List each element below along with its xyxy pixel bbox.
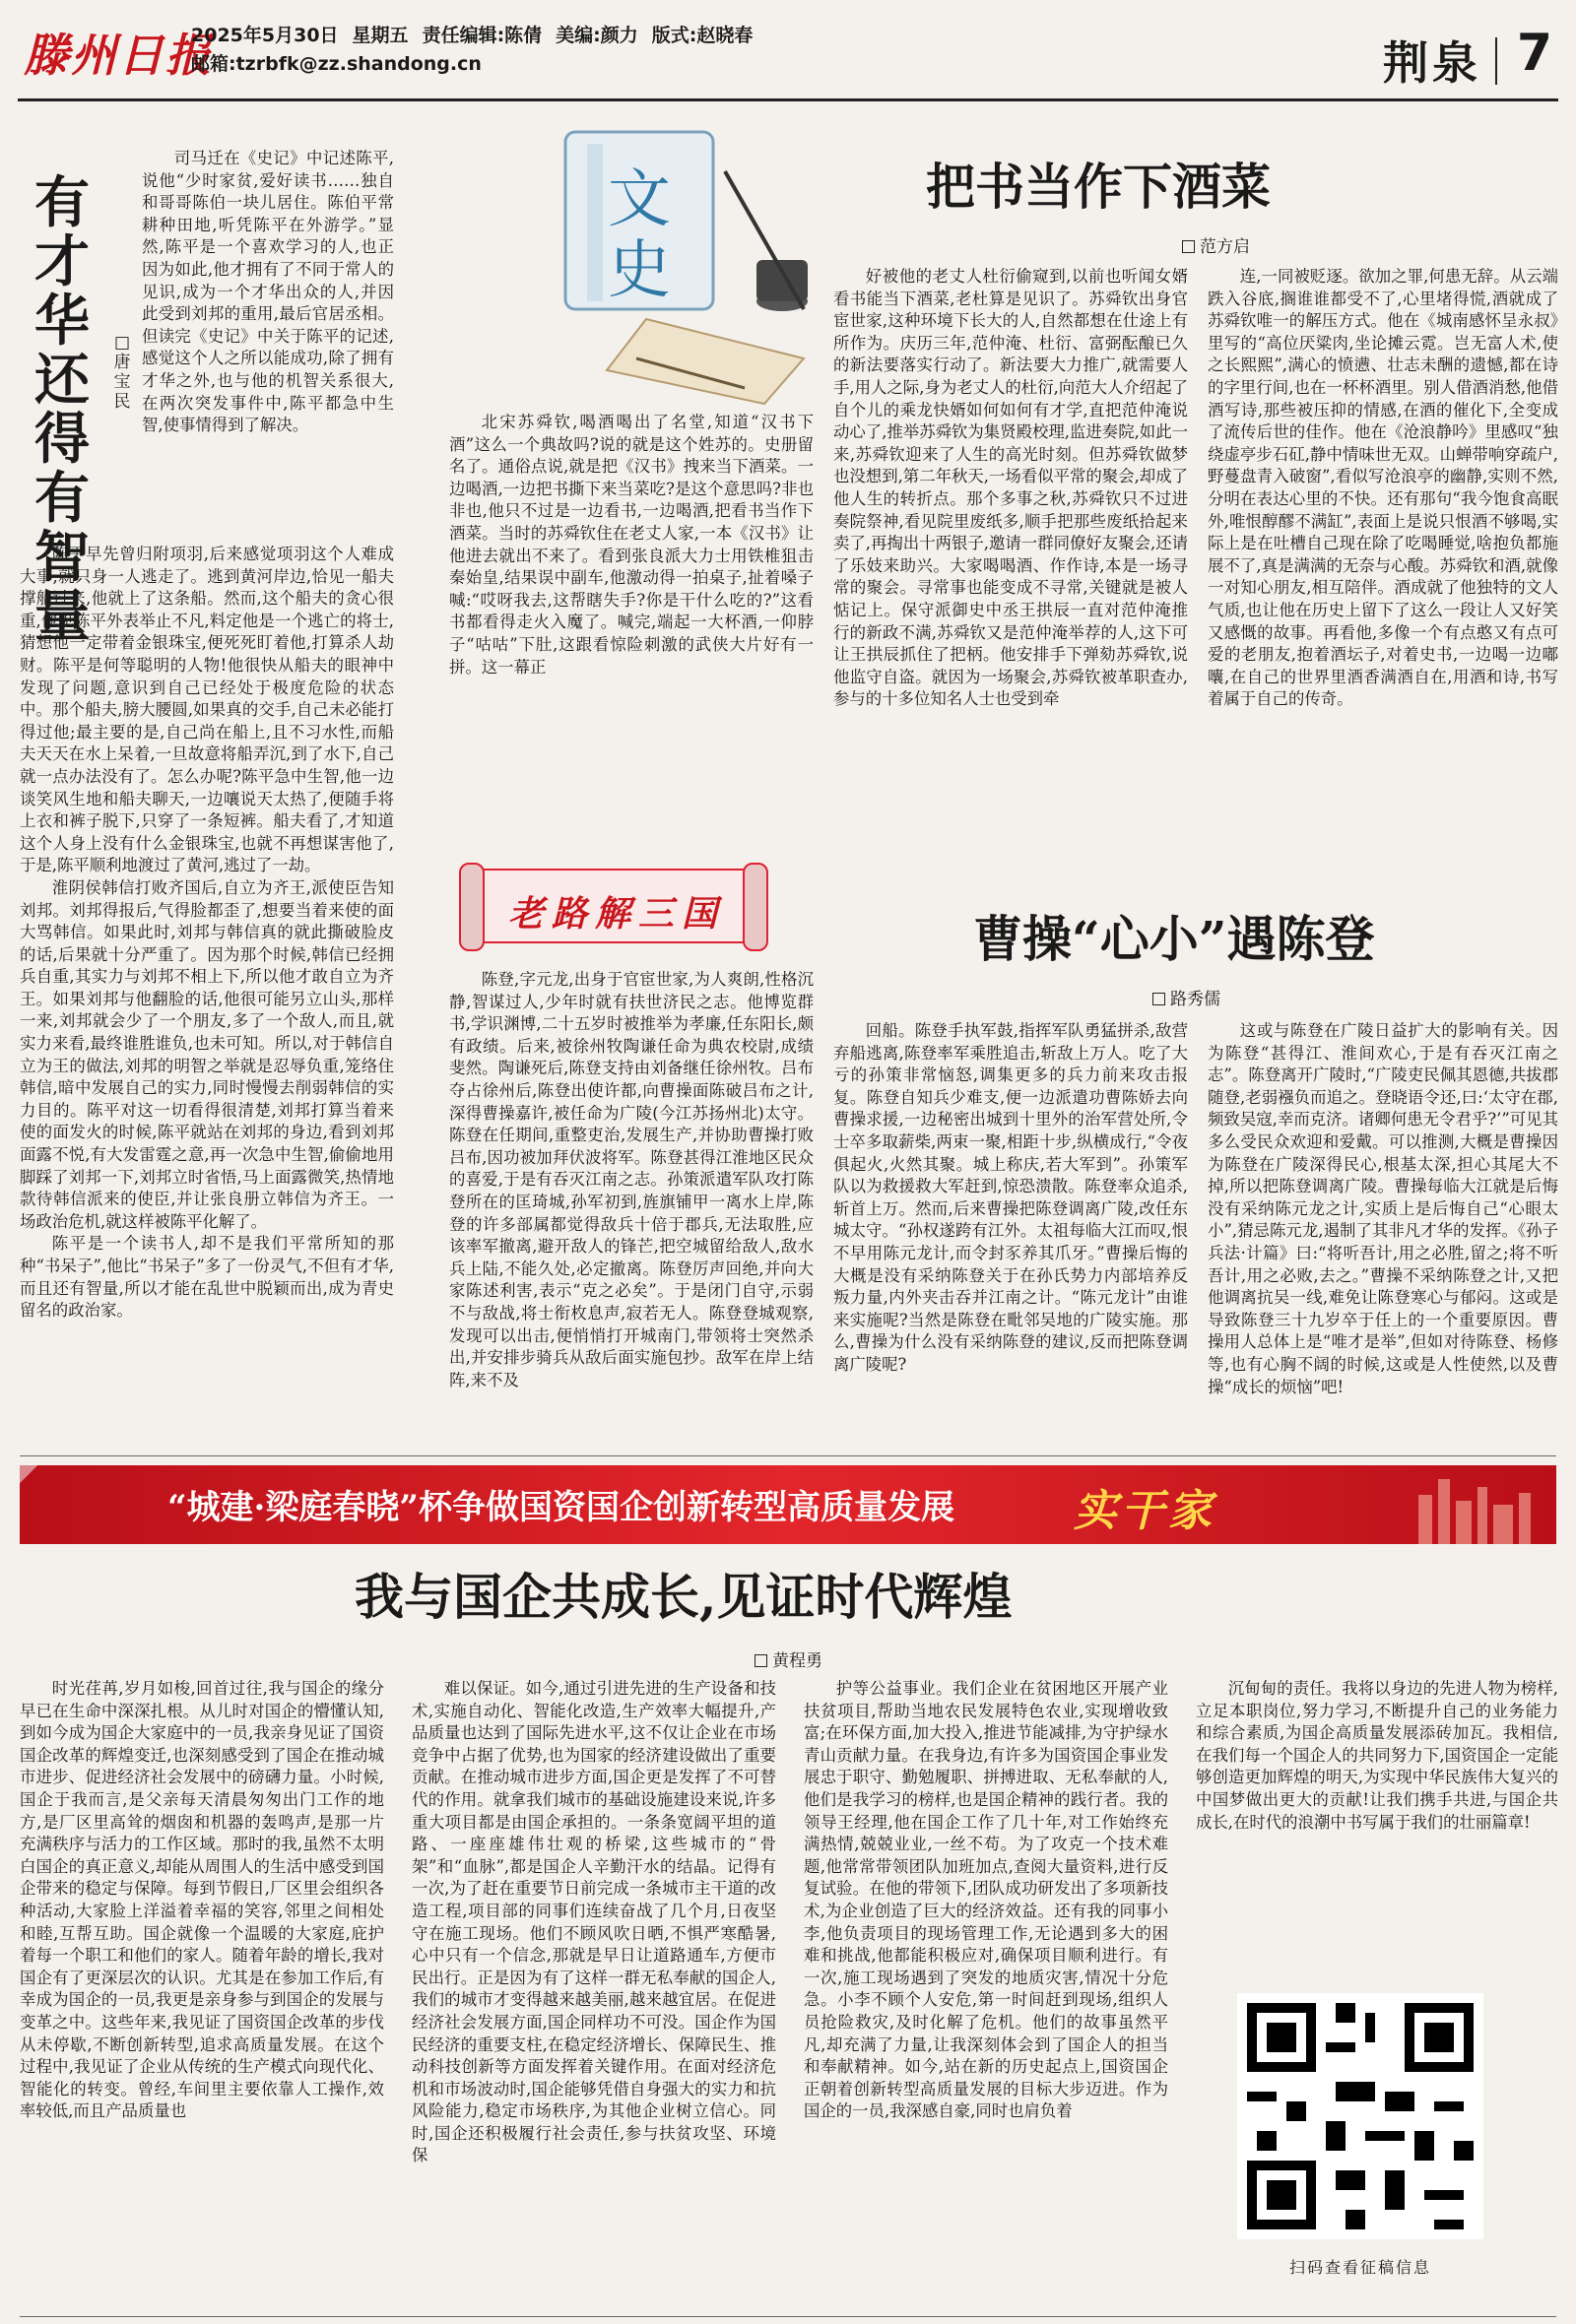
page-number: 7 xyxy=(1516,24,1552,83)
laolu-sanguo-label: 老路解三国 xyxy=(507,893,725,935)
article-text-youcaihua-top: 司马迁在《史记》中记述陈平,说他“少时家贫,爱好读书……独自和哥哥陈伯一块儿居住。陈伯平常耕种田地,听凭陈平在外游学。”显然,陈平是一个喜欢学习的人,也正因为如此,他才拥有了不同于常人的见识,成为一个才华出众的人,并因此受到刘邦的重用,最后官居丞相。但读完《史记》中关于陈平的记述,感觉这个人之所以能成功,除了拥有才华之外,也与他的机智关系很大,在两次突发事件中,陈平都急中生智,使事情得到了解决。 xyxy=(142,149,394,435)
masthead-divider xyxy=(1495,37,1497,85)
newspaper-logo: 滕州日报 xyxy=(24,29,213,82)
article-title-youcaihua: 有才华还得有智量 xyxy=(34,170,90,649)
issue-weekday: 星期五 xyxy=(352,25,409,46)
issue-meta xyxy=(191,22,766,79)
section-name: 荆泉 xyxy=(1383,36,1481,90)
article-text-caocao-col1: 陈登,字元龙,出身于官宦世家,为人爽朗,性格沉静,智谋过人,少年时就有扶世济民之志。他博览群书,学识渊博,二十五岁时被推举为孝廉,任东阳长,颇有政绩。后来,被徐州牧陶谦任命为典农校尉,成绩斐然。陶谦死后,陈登支持由刘备继任徐州牧。吕布夺占徐州后,陈登出使许都,向曹操面陈破吕布之计,深得曹操嘉许,被任命为广陵(今江苏扬州北)太守。陈登在任期间,重整吏治,发展生产,并协助曹操打败吕布,因功被加拜伏波将军。陈登甚得江淮地区民众的喜爱,于是有吞灭江南之志。孙策派遣军队攻打陈登所在的匡琦城,孙军初到,旌旗铺甲一离水上岸,陈登的许多部属都觉得敌兵十倍于郡兵,无法取胜,应该率军撤离,避开敌人的锋芒,把空城留给敌人,敌水兵上陆,不能久处,必定撤离。陈登厉声回绝,并向大家陈述利害,表示“克之必矣”。于是闭门自守,示弱不与敌战,将士衔枚息声,寂若无人。陈登登城观察,发现可以出击,便悄悄打开城南门,带领将士突然杀出,并安排步骑兵从敌后面实施包抄。敌军在岸上结阵,来不及 xyxy=(449,970,814,1389)
article-title-bashu: 把书当作下酒菜 xyxy=(926,158,1271,216)
qr-code-icon[interactable] xyxy=(1237,1993,1483,2239)
section-rule xyxy=(20,1455,1556,1456)
campaign-banner xyxy=(20,1465,1556,1544)
article-byline-bashu: 范方启 xyxy=(1182,232,1250,257)
layout-editor: 版式:赵晓春 xyxy=(651,25,754,46)
wenshi-section-graphic xyxy=(528,112,820,410)
campaign-banner-text: “城建·梁庭春晓”杯争做国资国企创新转型高质量发展 xyxy=(167,1488,954,1527)
article-byline-caocao: 路秀儒 xyxy=(1152,985,1220,1009)
article-byline-guoqi: 黄程勇 xyxy=(755,1646,822,1671)
editor: 责任编辑:陈倩 xyxy=(422,25,543,46)
art-editor: 美编:颜力 xyxy=(556,25,638,46)
qr-caption: 扫码查看征稿信息 xyxy=(1288,2258,1431,2277)
campaign-banner-highlight: 实干家 xyxy=(1074,1486,1215,1536)
masthead xyxy=(18,12,1558,101)
article-byline-youcaihua: □唐宝民 xyxy=(113,333,131,412)
skyline-icon xyxy=(1399,1465,1556,1544)
wenshi-char-1: 文 xyxy=(608,163,671,236)
article-text-youcaihua: 陈平早先曾归附项羽,后来感觉项羽这个人难成大事,就只身一人逃走了。逃到黄河岸边,恰见一船夫撑船过来,他就上了这条船。然而,这个船夫的贪心很重,他见陈平外表举止不凡,料定他是一个逃亡的将士,猜想他一定带着金银珠宝,便死死盯着他,打算杀人劫财。陈平是何等聪明的人物!他很快从船夫的眼神中发现了问题,意识到自己已经处于极度危险的状态中。那个船夫,膀大腰圆,如果真的交手,自己未必能打得过他;最主要的是,自己尚在船上,且不习水性,而船夫天天在水上呆着,一旦故意将船弄沉,到了水下,自己就一点办法没有了。怎么办呢?陈平急中生智,他一边谈笑风生地和船夫聊天,一边嚷说天太热了,便随手将上衣和裤子脱下,只穿了一条短裤。船夫看了,才知道这个人身上没有什么金银珠宝,也就不再想谋害他了,于是,陈平顺利地渡过了黄河,逃过了一劫。 淮阴侯韩信打败齐国后,自立为齐王,派使臣告知刘邦。刘邦得报后,气得脸都歪了,想要当着来使的面大骂韩信。如果此时,刘邦与韩信真的就此撕破脸皮的话,后果就十分严重了。因为那个时候,韩信已经拥兵自重,其实力与刘邦不相上下,所以他才敢自立为齐王。如果刘邦与他翻脸的话,他很可能另立山头,那样一来,刘邦就会少了一个朋友,多了一个敌人,而且,就实力来看,最终谁胜谁负,也未可知。所以,对于韩信自立为王的做法,刘邦的明智之举就是忍辱负重,笼络住韩信,暗中发展自己的实力,同时慢慢去削弱韩信的实力目的。陈平对这一切看得很清楚,刘邦打算当着来使的面发火的时候,陈平就站在刘邦的身边,看到刘邦面露不悦,有大发雷霆之意,再一次急中生智,偷偷地用脚踩了刘邦一下,刘邦立时省悟,马上面露微笑,热情地款待韩信派来的使臣,并让张良册立韩信为齐王。一场政治危机,就这样被陈平化解了。 陈平是一个读书人,却不是我们平常所知的那种“书呆子”,他比“书呆子”多了一份灵气,不但有才华,而且还有智量,所以才能在乱世中脱颖而出,成为青史留名的政治家。 xyxy=(20,545,394,1321)
article-title-guoqi: 我与国企共成长,见证时代辉煌 xyxy=(355,1568,1013,1626)
footer-rule xyxy=(20,2316,1556,2317)
article-text-guoqi-col1: 时光荏苒,岁月如梭,回首过往,我与国企的缘分早已在生命中深深扎根。从儿时对国企的懵懂认知,到如今成为国企大家庭中的一员,我亲身见证了国资国企改革的辉煌变迁,也深刻感受到了国企在推动城市进步、促进经济社会发展中的磅礴力量。小时候,国企于我而言,是父亲每天清晨匆匆出门工作的地方,是厂区里高耸的烟囱和机器的轰鸣声,是那一片充满秩序与活力的工作区域。那时的我,虽然不太明白国企的真正意义,却能从周围人的生活中感受到国企带来的稳定与保障。每到节假日,厂区里会组织各种活动,大家脸上洋溢着幸福的笑容,邻里之间相处和睦,互帮互助。国企就像一个温暖的大家庭,庇护着每一个职工和他们的家人。随着年龄的增长,我对国企有了更深层次的认识。尤其是在参加工作后,有幸成为国企的一员,我更是亲身参与到国企的发展与变革之中。这些年来,我见证了国资国企改革的步伐从未停歇,不断创新转型,追求高质量发展。在这个过程中,我见证了企业从传统的生产模式向现代化、智能化的转变。曾经,车间里主要依靠人工操作,效率较低,而且产品质量也 xyxy=(20,1679,384,2121)
article-text-guoqi-col3: 护等公益事业。我们企业在贫困地区开展产业扶贫项目,帮助当地农民发展特色农业,实现增收致富;在环保方面,加大投入,推进节能减排,为守护绿水青山贡献力量。在我身边,有许多为国资国企事业发展忠于职守、勤勉履职、拼搏进取、无私奉献的人,他们是我学习的榜样,也是国企精神的践行者。我的领导王经理,他在国企工作了几十年,对工作始终充满热情,兢兢业业,一丝不苟。为了攻克一个技术难题,他常常带领团队加班加点,查阅大量资料,进行反复试验。在他的带领下,团队成功研发出了多项新技术,为企业创造了巨大的经济效益。还有我的同事小李,他负责项目的现场管理工作,无论遇到多大的困难和挑战,他都能积极应对,确保项目顺利进行。有一次,施工现场遇到了突发的地质灾害,情况十分危急。小李不顾个人安危,第一时间赶到现场,组织人员抢险救灾,及时化解了危机。他们的故事虽然平凡,却充满了力量,让我深刻体会到了国企人的担当和奉献精神。如今,站在新的历史起点上,国资国企正朝着创新转型高质量发展的目标大步迈进。作为国企的一员,我深感自豪,同时也肩负着 xyxy=(804,1679,1168,2121)
article-text-guoqi-col4: 沉甸甸的责任。我将以身边的先进人物为榜样,立足本职岗位,努力学习,不断提升自己的业务能力和综合素质,为国企高质量发展添砖加瓦。我相信,在我们每一个国企人的共同努力下,国资国企一定能够创造更加辉煌的明天,为实现中华民族伟大复兴的中国梦做出更大的贡献!让我们携手共进,与国企共成长,在时代的浪潮中书写属于我们的壮丽篇章! xyxy=(1196,1679,1558,1832)
email[interactable]: 邮箱:tzrbfk@zz.shandong.cn xyxy=(191,53,482,75)
article-text-bashu-col1: 北宋苏舜钦,喝酒喝出了名堂,知道“汉书下酒”这么一个典故吗?说的就是这个姓苏的。史册留名了。通俗点说,就是把《汉书》拽来当下酒菜。一边喝酒,一边把书撕下来当菜吃?是这个意思吗?非也非也,他只不过是一边看书,一边喝酒,把看书当作下酒菜。当时的苏舜钦住在老丈人家,一本《汉书》让他进去就出不来了。看到张良派大力士用铁椎狙击秦始皇,结果误中副车,他激动得一拍桌子,扯着嗓子喊:“哎呀我去,这帮瞎失手?你是干什么吃的?”这看书都看得走火入魔了。喊完,端起一大杯酒,一仰脖子“咕咕”下肚,这跟看惊险刺激的武侠大片好有一拼。这一幕正 xyxy=(449,413,814,677)
banner-deco xyxy=(20,1465,167,1544)
article-title-caocao: 曹操“心小”遇陈登 xyxy=(973,910,1375,968)
wenshi-char-2: 史 xyxy=(608,234,671,307)
article-text-caocao-col3: 这或与陈登在广陵日益扩大的影响有关。因为陈登“甚得江、淮间欢心,于是有吞灭江南之志”。陈登离开广陵时,“广陵吏民佩其恩德,共拔郡随登,老弱襁负而追之。登晓语令还,曰:‘太守在郡,频致吴寇,幸而克济。诸卿何患无令君乎?’”可见其多么受民众欢迎和爱戴。可以推测,大概是曹操因为陈登在广陵深得民心,根基太深,担心其尾大不掉,所以把陈登调离广陵。曹操每临大江就是后悔没有采纳陈元龙之计,实质上是后悔自己“心眼太小”,猜忌陈元龙,遏制了其非凡才华的发挥。《孙子兵法·计篇》曰:“将听吾计,用之必胜,留之;将不听吾计,用之必败,去之。”曹操不采纳陈登之计,又把他调离抗吴一线,难免让陈登寒心与郁闷。这或是导致陈登三十九岁卒于任上的一个重要原因。曹操用人总体上是“唯才是举”,但如对待陈登、杨修等,也有心胸不阔的时候,这或是人性使然,以及曹操“成长的烦恼”吧! xyxy=(1208,1021,1558,1396)
article-text-caocao-col2: 回船。陈登手执军鼓,指挥军队勇猛拼杀,敌营弃船逃离,陈登率军乘胜追击,斩敌上万人。吃了大亏的孙策非常恼怒,调集更多的兵力前来攻击报复。陈登自知兵少难支,便一边派遣功曹陈娇去向曹操求援,一边秘密出城到十里外的治军营处所,令士卒多取薪柴,两束一聚,相距十步,纵横成行,“令夜俱起火,火然其聚。城上称庆,若大军到”。孙策军队以为救援救大军赶到,惊恐溃散。陈登率众追杀,斩首上万。然而,后来曹操把陈登调离广陵,改任东城太守。“孙权遂跨有江外。太祖每临大江而叹,恨不早用陈元龙计,而令封豕养其爪牙。”曹操后悔的大概是没有采纳陈登关于在孙氏势力内部培养反叛力量,内外夹击吞并江南之计。“陈元龙计”由谁来实施呢?当然是陈登在毗邻吴地的广陵实施。那么,曹操为什么没有采纳陈登的建议,反而把陈登调离广陵呢? xyxy=(833,1021,1188,1374)
article-text-bashu-col2: 好被他的老丈人杜衍偷窥到,以前也听闻女婿看书能当下酒菜,老杜算是见识了。苏舜钦出身官宦世家,这种环境下长大的人,自然都想在仕途上有所作为。庆历三年,范仲淹、杜衍、富弼酝酿已久的新法要落实行动了。新法要大力推广,就需要人手,用人之际,身为老丈人的杜衍,向范大人介绍起了自个儿的乘龙快婿如何如何有才学,直把范仲淹说动心了,推举苏舜钦为集贤殿校理,监进奏院,如此一来,苏舜钦迎来了人生的高光时刻。但苏舜钦做梦也没想到,第二年秋天,一场看似平常的聚会,却成了他人生的转折点。那个多事之秋,苏舜钦只不过进奏院祭神,看见院里废纸多,顺手把那些废纸拾起来卖了,再掏出十两银子,邀请一群同僚好友聚会,还请了乐妓来助兴。大家喝喝酒、作作诗,本是一场寻常的聚会。寻常事也能变成不寻常,关键就是被人惦记上。保守派御史中丞王拱辰一直对范仲淹推行的新政不满,苏舜钦又是范仲淹举荐的人,这下可让王拱辰抓住了把柄。他安排手下弹劾苏舜钦,说他监守自盗。就因为一场聚会,苏舜钦被革职查办,参与的十多位知名人士也受到牵 xyxy=(833,267,1188,709)
article-text-guoqi-col2: 难以保证。如今,通过引进先进的生产设备和技术,实施自动化、智能化改造,生产效率大幅提升,产品质量也达到了国际先进水平,这不仅让企业在市场竞争中占据了优势,也为国家的经济建设做出了重要贡献。在推动城市进步方面,国企更是发挥了不可替代的作用。就拿我们城市的基础设施建设来说,许多重大项目都是由国企承担的。一条条宽阔平坦的道路、一座座雄伟壮观的桥梁,这些城市的“骨架”和“血脉”,都是国企人辛勤汗水的结晶。记得有一次,为了赶在重要节日前完成一条城市主干道的改造工程,项目部的同事们连续奋战了几个月,日夜坚守在施工现场。他们不顾风吹日晒,不惧严寒酷暑,心中只有一个信念,那就是早日让道路通车,方便市民出行。正是因为有了这样一群无私奉献的国企人,我们的城市才变得越来越美丽,越来越宜居。在促进经济社会发展方面,国企同样功不可没。国企作为国民经济的重要支柱,在稳定经济增长、保障民生、推动科技创新等方面发挥着关键作用。在面对经济危机和市场波动时,国企能够凭借自身强大的实力和抗风险能力,稳定市场秩序,为其他企业树立信心。同时,国企还积极履行社会责任,参与扶贫攻坚、环境保 xyxy=(412,1679,776,2165)
laolu-sanguo-banner xyxy=(463,847,758,963)
issue-date: 2025年5月30日 xyxy=(191,25,339,46)
article-text-bashu-col3: 连,一同被贬逐。欲加之罪,何患无辞。从云端跌入谷底,搁谁谁都受不了,心里堵得慌,酒就成了苏舜钦唯一的解压方式。他在《城南感怀呈永叔》里写的“高位厌粱肉,坐论摊云霓。岂无富人术,使之长熙熙”,满心的愤懑、壮志未酬的遗憾,都在诗的字里行间,也在一杯杯酒里。别人借酒消愁,他借酒写诗,那些被压抑的情感,在酒的催化下,全变成了流传后世的佳作。他在《沧浪静吟》里感叹“独绕虚亭步石矼,静中情味世无双。山蝉带响穿疏户,野蔓盘青入破窗”,看似写沧浪亭的幽静,实则不然,分明在表达心里的不快。还有那句“我今饱食高眠外,唯恨醇醪不满缸”,表面上是说只恨酒不够喝,实际上是在吐槽自己现在除了吃喝睡觉,啥抱负都施展不了,真是满满的无奈与心酸。苏舜钦和酒,就像一对知心朋友,相互陪伴。酒成就了他独特的文人气质,也让他在历史上留下了这么一段让人又好笑又感慨的故事。再看他,多像一个有点憨又有点可爱的老朋友,抱着酒坛子,对着史书,一边喝一边嘟囔,在自己的世界里酒香满酒自在,用酒和诗,书写着属于自己的传奇。 xyxy=(1208,267,1558,709)
